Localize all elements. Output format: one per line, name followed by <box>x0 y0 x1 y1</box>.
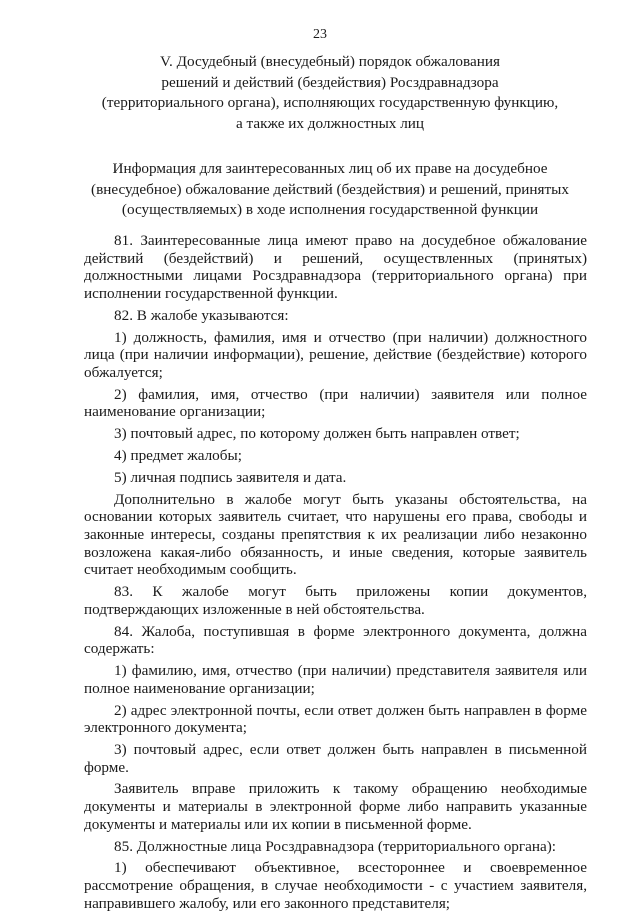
paragraph-line: 82. В жалобе указываются: <box>114 306 289 324</box>
paragraph-line: Дополнительно в жалобе могут быть указаны обстоятельства, на <box>114 490 587 508</box>
paragraph <box>84 447 587 465</box>
paragraph-line: Заявитель вправе приложить к такому обращению необходимые <box>114 780 587 798</box>
paragraph-line: подтверждающих изложенные в ней обстоятельства. <box>84 600 425 618</box>
paragraph-line: рассмотрение обращения, в случае необходимости - с участием заявителя, <box>84 877 587 895</box>
paragraph <box>84 469 587 487</box>
paragraph-line: 81. Заинтересованные лица имеют право на досудебное обжалование <box>114 232 587 249</box>
paragraph <box>84 702 587 737</box>
paragraph <box>84 623 587 658</box>
paragraph-line: 83. К жалобе могут быть приложены копии документов, <box>114 583 587 601</box>
paragraph <box>84 425 587 443</box>
paragraph-line: 1) фамилию, имя, отчество (при наличии) представителя заявителя или <box>114 662 587 680</box>
paragraph-line: документы и материалы или их копии в письменной форме. <box>84 815 472 833</box>
section-title-line: (территориального органа), исполняющих государственную функцию, <box>101 94 559 111</box>
document-body <box>84 232 587 917</box>
section-title-line: V. Досудебный (внесудебный) порядок обжалования <box>160 53 500 70</box>
paragraph-line: направившего жалобу, или его законного представителя; <box>84 894 451 912</box>
paragraph <box>84 662 587 697</box>
info-title <box>60 159 600 221</box>
paragraph-line: 4) предмет жалобы; <box>114 447 242 465</box>
paragraph <box>84 780 587 833</box>
paragraph-line: обжалуется; <box>84 363 163 381</box>
info-title-line: Информация для заинтересованных лиц об их праве на досудебное <box>112 160 548 177</box>
paragraph-line: 85. Должностные лица Росздравнадзора (территориального органа): <box>114 837 557 855</box>
paragraph <box>84 307 587 325</box>
paragraph-line: 2) фамилия, имя, отчество (при наличии) заявителя или полное <box>114 385 587 403</box>
paragraph <box>84 859 587 912</box>
paragraph-line: форме. <box>84 758 129 776</box>
paragraph-line: основании которых заявитель считает, что нарушены его права, свободы и <box>84 508 587 526</box>
paragraph <box>84 741 587 776</box>
paragraph-line: считает необходимым сообщить. <box>84 561 297 579</box>
paragraph <box>84 838 587 856</box>
paragraph <box>84 583 587 618</box>
paragraph-line: документы и материалы в электронной форме либо направить указанные <box>84 798 587 816</box>
paragraph <box>84 232 587 302</box>
paragraph-line: электронного документа; <box>84 719 247 737</box>
paragraph <box>84 386 587 421</box>
paragraph-line: 1) должность, фамилия, имя и отчество (при наличии) должностного <box>114 328 587 346</box>
paragraph-line: исполнении государственной функции. <box>84 284 338 302</box>
paragraph <box>84 329 587 382</box>
paragraph-line: действий (бездействий) и решений, осуществленных (принятых) <box>84 249 587 267</box>
paragraph-line: 3) почтовый адрес, если ответ должен быть направлен в письменной <box>114 741 587 758</box>
info-title-line: (внесудебное) обжалование действий (бездействия) и решений, принятых <box>91 180 569 198</box>
section-title <box>60 52 600 134</box>
page-number: 23 <box>313 27 327 42</box>
paragraph-line: 1) обеспечивают объективное, всестороннее и своевременное <box>114 859 587 877</box>
section-title-line: решений и действий (бездействия) Росздравнадзора <box>161 73 499 91</box>
paragraph-line: содержать: <box>84 640 155 658</box>
paragraph-line: 2) адрес электронной почты, если ответ должен быть направлен в форме <box>114 701 587 719</box>
paragraph-line: лица (при наличии информации), решение, действие (бездействие) которого <box>84 346 587 364</box>
info-title-line: (осуществляемых) в ходе исполнения государственной функции <box>121 201 539 218</box>
paragraph-line: законные интересы, созданы препятствия к их реализации либо незаконно <box>84 525 587 543</box>
paragraph-line: полное наименование организации; <box>84 679 315 697</box>
paragraph-line: 3) почтовый адрес, по которому должен быть направлен ответ; <box>114 425 520 443</box>
paragraph-line: должностными лицами Росздравнадзора (территориального органа) при <box>84 267 587 285</box>
paragraph-line: наименование организации; <box>84 403 266 421</box>
paragraph-line: 84. Жалоба, поступившая в форме электронного документа, должна <box>114 622 587 640</box>
paragraph-line: возложена какая-либо обязанность, и иные сведения, которые заявитель <box>84 543 587 561</box>
paragraph <box>84 491 587 579</box>
paragraph-line: 5) личная подпись заявителя и дата. <box>114 468 347 486</box>
section-title-line: а также их должностных лиц <box>235 114 425 132</box>
